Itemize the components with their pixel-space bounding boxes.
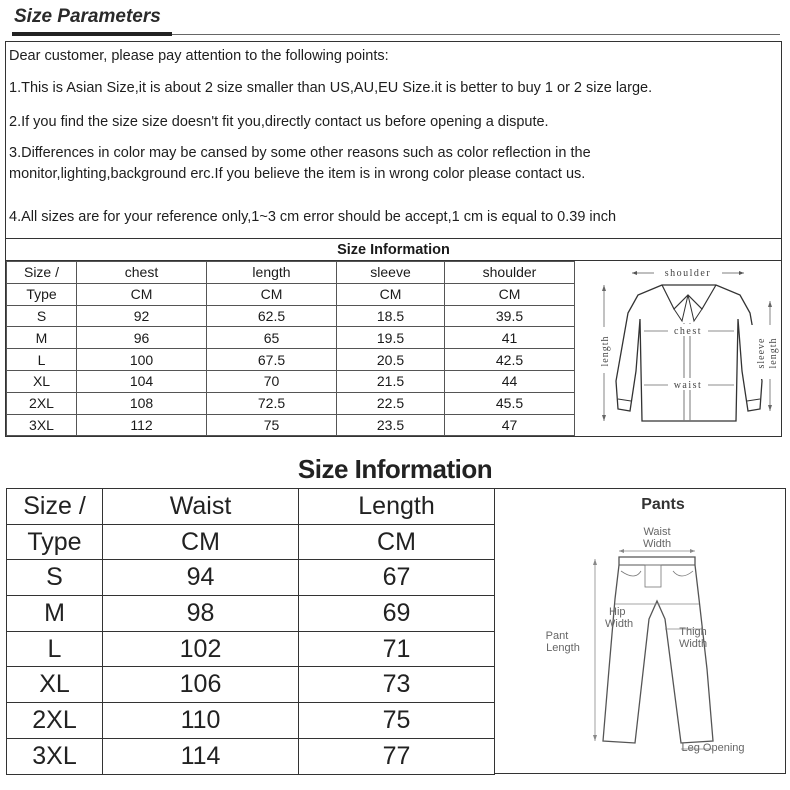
shirt-header-row-cell: Size / xyxy=(7,262,77,284)
pants-header-row-cell: Size / xyxy=(7,489,103,525)
pants-table-row-cell: XL xyxy=(7,667,103,703)
shirt-unit-row-cell: CM xyxy=(77,283,207,305)
pants-table-row-cell: L xyxy=(7,631,103,667)
shirt-table-row-cell: 23.5 xyxy=(337,414,445,436)
thigh-width-label: Width xyxy=(678,638,708,650)
shirt-table-row xyxy=(7,414,575,436)
shirt-table-row xyxy=(7,370,575,392)
waist-width-label: Width xyxy=(642,538,672,550)
shirt-unit-row xyxy=(7,283,575,305)
pants-table-row-cell: 71 xyxy=(299,631,495,667)
shirt-header-row-cell: chest xyxy=(77,262,207,284)
shirt-table-row-cell: 20.5 xyxy=(337,349,445,371)
notice-point-1: 1.This is Asian Size,it is about 2 size smaller than US,AU,EU Size.it is better to buy 1 or 2 size large. xyxy=(9,80,653,96)
shirt-waist-label: waist xyxy=(673,380,703,391)
shirt-header-row xyxy=(7,262,575,284)
notice-point-3a: 3.Differences in color may be cansed by some other reasons such as color reflection in the xyxy=(9,145,591,161)
pants-table-row-cell: S xyxy=(7,560,103,596)
shirt-table-row-cell: 47 xyxy=(445,414,575,436)
pants-header-row xyxy=(7,489,495,525)
shirt-table-row-cell: XL xyxy=(7,370,77,392)
pants-diagram-title: Pants xyxy=(641,496,685,513)
shirt-length-label: length xyxy=(600,335,611,367)
shirt-sleeve-label: sleeve xyxy=(756,337,767,369)
pants-table-row-cell: 98 xyxy=(103,596,299,632)
pants-measurement-diagram xyxy=(494,488,786,774)
pants-section-title: Size Information xyxy=(297,454,493,484)
pants-table-row xyxy=(7,560,495,596)
shirt-unit-row-cell: Type xyxy=(7,283,77,305)
shirt-table-row xyxy=(7,327,575,349)
pants-header-row-cell: Length xyxy=(299,489,495,525)
shirt-table-row-cell: 75 xyxy=(207,414,337,436)
header-divider xyxy=(172,34,780,35)
shirt-table-row-cell: M xyxy=(7,327,77,349)
pants-size-table xyxy=(6,488,495,775)
pants-unit-row-cell: CM xyxy=(299,524,495,560)
pants-header-row-cell: Waist xyxy=(103,489,299,525)
shirt-table-row-cell: 65 xyxy=(207,327,337,349)
pants-unit-row-cell: CM xyxy=(103,524,299,560)
shirt-table-row-cell: 104 xyxy=(77,370,207,392)
shirt-table-row-cell: 44 xyxy=(445,370,575,392)
page-title: Size Parameters xyxy=(14,6,161,27)
notice-box xyxy=(5,41,782,238)
thigh-label: Thigh xyxy=(679,626,707,638)
pants-table-row-cell: 77 xyxy=(299,738,495,774)
shirt-measurement-diagram xyxy=(574,261,781,436)
pants-table-row-cell: 75 xyxy=(299,703,495,739)
pants-table-row xyxy=(7,703,495,739)
pants-table-row-cell: 69 xyxy=(299,596,495,632)
pants-table-row-cell: 2XL xyxy=(7,703,103,739)
shirt-table-row-cell: L xyxy=(7,349,77,371)
shirt-table-row-cell: 70 xyxy=(207,370,337,392)
shirt-table-row-cell: 19.5 xyxy=(337,327,445,349)
notice-point-2: 2.If you find the size size doesn't fit you,directly contact us before opening a dispute. xyxy=(9,114,549,130)
pants-table-row-cell: 110 xyxy=(103,703,299,739)
hip-width-label: Width xyxy=(605,618,634,630)
shirt-sleeve-length-label: length xyxy=(768,337,779,369)
pants-table-row-cell: 102 xyxy=(103,631,299,667)
shirt-table-row-cell: 92 xyxy=(77,305,207,327)
shirt-table-row-cell: 45.5 xyxy=(445,392,575,414)
shirt-header-row-cell: shoulder xyxy=(445,262,575,284)
shirt-unit-row-cell: CM xyxy=(445,283,575,305)
hip-label: Hip xyxy=(609,606,626,618)
shirt-table-row-cell: 112 xyxy=(77,414,207,436)
shirt-table-title: Size Information xyxy=(6,239,781,261)
pants-unit-row-cell: Type xyxy=(7,524,103,560)
shirt-illustration xyxy=(574,261,781,436)
shirt-table-row-cell: 39.5 xyxy=(445,305,575,327)
pants-table-row-cell: 94 xyxy=(103,560,299,596)
waist-label: Waist xyxy=(643,526,671,538)
shirt-header-row-cell: length xyxy=(207,262,337,284)
pants-table-row-cell: 106 xyxy=(103,667,299,703)
shirt-table-row-cell: 96 xyxy=(77,327,207,349)
pant-label: Pant xyxy=(545,630,569,642)
shirt-table-row xyxy=(7,349,575,371)
pants-illustration xyxy=(495,489,785,773)
shirt-table-row-cell: 108 xyxy=(77,392,207,414)
pants-unit-row xyxy=(7,524,495,560)
shirt-table-row-cell: 21.5 xyxy=(337,370,445,392)
pants-table-row-cell: 73 xyxy=(299,667,495,703)
shirt-header-row-cell: sleeve xyxy=(337,262,445,284)
shirt-table-row-cell: 67.5 xyxy=(207,349,337,371)
shirt-table-row-cell: 62.5 xyxy=(207,305,337,327)
shirt-table-row-cell: 41 xyxy=(445,327,575,349)
pants-table-row-cell: 114 xyxy=(103,738,299,774)
pants-table-row-cell: 3XL xyxy=(7,738,103,774)
shirt-table-row-cell: S xyxy=(7,305,77,327)
shirt-table-row-cell: 3XL xyxy=(7,414,77,436)
pants-table-row-cell: M xyxy=(7,596,103,632)
shirt-table-row xyxy=(7,305,575,327)
shirt-table-row-cell: 72.5 xyxy=(207,392,337,414)
pant-length-label: Length xyxy=(546,642,580,654)
shirt-table-row-cell: 100 xyxy=(77,349,207,371)
notice-point-3b: monitor,lighting,background erc.If you believe the item is in wrong color please contact us. xyxy=(9,166,586,182)
shirt-shoulder-label: shoulder xyxy=(664,268,712,279)
leg-opening-label: Leg Opening xyxy=(681,742,745,754)
pants-table-row-cell: 67 xyxy=(299,560,495,596)
page-header xyxy=(0,0,790,38)
notice-point-4: 4.All sizes are for your reference only,1~3 cm error should be accept,1 cm is equal to 0.39 inch xyxy=(9,209,617,225)
shirt-unit-row-cell: CM xyxy=(207,283,337,305)
pants-table-row xyxy=(7,596,495,632)
shirt-table-row xyxy=(7,392,575,414)
shirt-table-row-cell: 42.5 xyxy=(445,349,575,371)
shirt-chest-label: chest xyxy=(673,326,703,337)
title-underline xyxy=(12,32,172,36)
notice-intro: Dear customer, please pay attention to the following points: xyxy=(9,48,389,64)
pants-table-row xyxy=(7,667,495,703)
shirt-unit-row-cell: CM xyxy=(337,283,445,305)
shirt-size-table xyxy=(5,238,782,437)
pants-table-row xyxy=(7,631,495,667)
shirt-size-grid xyxy=(6,261,575,436)
pants-table-row xyxy=(7,738,495,774)
shirt-table-row-cell: 18.5 xyxy=(337,305,445,327)
shirt-table-row-cell: 22.5 xyxy=(337,392,445,414)
shirt-table-row-cell: 2XL xyxy=(7,392,77,414)
